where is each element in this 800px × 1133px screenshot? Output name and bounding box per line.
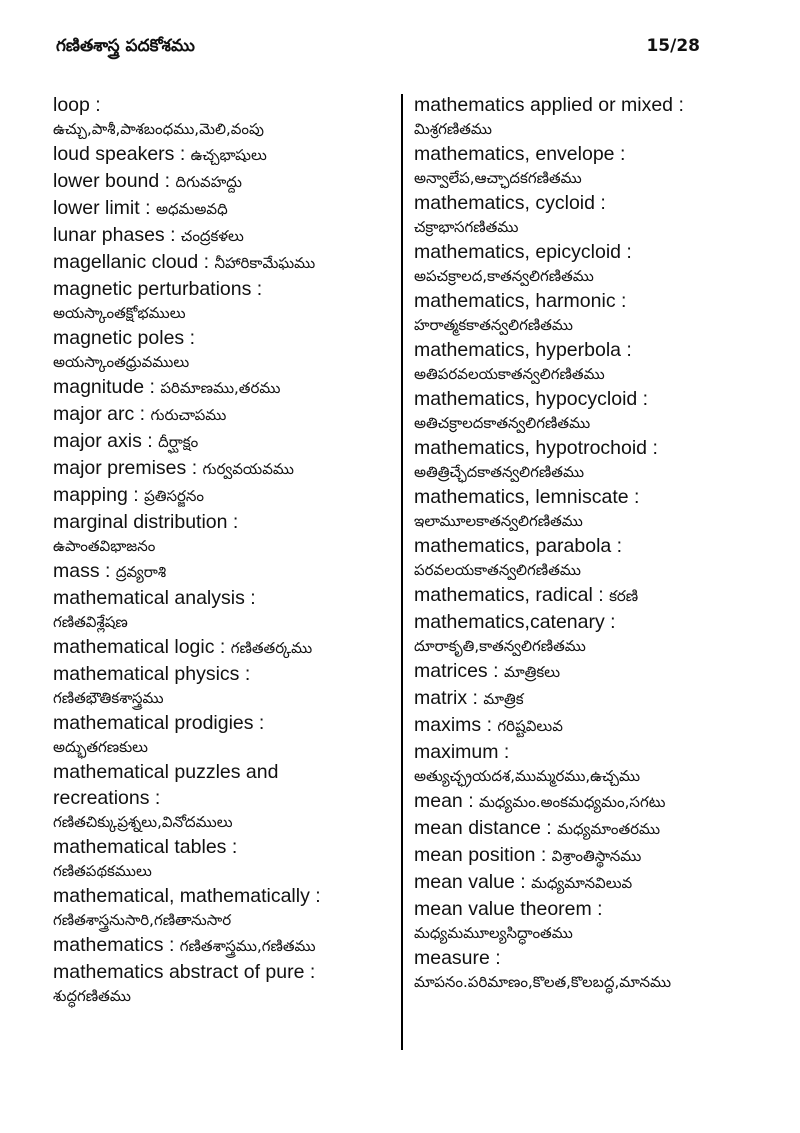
telugu-term: అపచక్రాలద,కాతన్వలిగణితము (414, 267, 594, 285)
english-term: loud speakers : (53, 143, 191, 165)
glossary-entry (53, 509, 393, 558)
telugu-term: అతిచక్రాలదకాతన్వలిగణితము (414, 414, 591, 432)
english-term: mathematics,catenary : (414, 611, 616, 633)
glossary-entry (53, 325, 393, 374)
glossary-entry (414, 190, 766, 239)
left-column (53, 92, 393, 1008)
english-term: lower limit : (53, 197, 156, 219)
english-term: magnetic poles : (53, 327, 195, 349)
english-term: lower bound : (53, 170, 176, 192)
english-term: mathematical physics : (53, 663, 251, 685)
glossary-entry (414, 386, 766, 435)
page-header (56, 36, 700, 62)
glossary-entry (414, 842, 766, 869)
glossary-entry (53, 92, 393, 141)
entry-line (414, 484, 766, 510)
telugu-term: ఉచ్చభాషులు (190, 146, 267, 164)
glossary-entry (414, 685, 766, 712)
english-term: mean value theorem : (414, 898, 603, 920)
entry-line (53, 92, 393, 118)
glossary-entry (414, 609, 766, 658)
telugu-term: మధ్యమానవిలువ (531, 874, 633, 892)
telugu-term: అతిపరవలయకాతన్వలిగణితము (414, 365, 605, 383)
english-term: magellanic cloud : (53, 251, 215, 273)
entry-line (414, 141, 766, 167)
glossary-entry (414, 533, 766, 582)
english-term: mathematics, harmonic : (414, 290, 627, 312)
glossary-entry (53, 883, 393, 932)
english-term: mathematics applied or mixed : (414, 94, 684, 116)
entry-line (414, 788, 766, 815)
english-term: recreations : (53, 787, 161, 809)
entry-line (414, 609, 766, 635)
glossary-entry (414, 435, 766, 484)
english-term: loop : (53, 94, 101, 116)
entry-line (53, 759, 393, 785)
telugu-term: మిశ్రగణితము (414, 120, 492, 138)
page-number: 15/28 (646, 36, 700, 56)
telugu-term: గణితవిశ్లేషణ (53, 613, 128, 631)
entry-line (53, 959, 393, 985)
telugu-term: గణితతర్కము (230, 639, 313, 657)
entry-line (53, 558, 393, 585)
telugu-term: ఇలామూలకాతన్వలిగణితము (414, 512, 583, 530)
entry-line (53, 276, 393, 302)
english-term: mathematics, lemniscate : (414, 486, 640, 508)
entry-line (53, 634, 393, 661)
glossary-entry (53, 834, 393, 883)
english-term: mathematics, hyperbola : (414, 339, 632, 361)
english-term: mathematics, envelope : (414, 143, 626, 165)
entry-line (53, 249, 393, 276)
telugu-term: గణితశాస్త్రము,గణితము (179, 937, 316, 955)
document-title: గణితశాస్త్ర పదకోశము (56, 36, 195, 56)
english-term: matrices : (414, 660, 504, 682)
entry-line (414, 842, 766, 869)
telugu-term: గణితభౌతికశాస్త్రము (53, 689, 164, 707)
english-term: mathematics : (53, 934, 180, 956)
english-term: mathematical tables : (53, 836, 238, 858)
entry-line (414, 190, 766, 216)
entry-line (53, 374, 393, 401)
english-term: mathematics, cycloid : (414, 192, 606, 214)
telugu-term: మాత్రిక (483, 690, 524, 708)
telugu-term: పరిమాణము,తరము (160, 379, 281, 397)
telugu-term: చక్రాభాసగణితము (414, 218, 519, 236)
glossary-entry (414, 337, 766, 386)
entry-line (414, 386, 766, 412)
right-column (414, 92, 766, 994)
english-term: mathematical puzzles and (53, 761, 279, 783)
entry-line (53, 482, 393, 509)
telugu-term: పరవలయకాతన్వలిగణితము (414, 561, 581, 579)
glossary-entry (53, 482, 393, 509)
glossary-entry (414, 945, 766, 994)
entry-line (414, 869, 766, 896)
glossary-entry (414, 815, 766, 842)
glossary-entry (53, 759, 393, 834)
glossary-entry (53, 585, 393, 634)
glossary-entry (53, 222, 393, 249)
telugu-term: అయస్కాంతక్షోభములు (53, 304, 186, 322)
english-term: mean distance : (414, 817, 558, 839)
telugu-term: ఉచ్చు,పాశీ,పాశబంధము,మెలి,వంపు (53, 120, 264, 138)
telugu-term: గణితచిక్కుప్రశ్నలు,వినోదములు (53, 813, 233, 831)
english-term: mathematical prodigies : (53, 712, 265, 734)
english-term: mathematics, epicycloid : (414, 241, 632, 263)
entry-line (414, 815, 766, 842)
glossary-entry (414, 239, 766, 288)
glossary-entry (53, 168, 393, 195)
english-term: magnitude : (53, 376, 161, 398)
english-term: magnetic perturbations : (53, 278, 263, 300)
glossary-entry (414, 288, 766, 337)
english-term: major axis : (53, 430, 159, 452)
english-term: mathematics abstract of pure : (53, 961, 316, 983)
telugu-term: ప్రతిసర్జనం (144, 487, 205, 505)
glossary-entry (414, 712, 766, 739)
telugu-term: గురుచాపము (150, 406, 227, 424)
column-divider (401, 94, 403, 1050)
entry-line (53, 932, 393, 959)
telugu-term: ఉపాంతవిభాజనం (53, 537, 156, 555)
english-term: mean : (414, 790, 480, 812)
glossary-entry (414, 582, 766, 609)
english-term: major premises : (53, 457, 203, 479)
telugu-term: నీహారికామేఘము (214, 254, 316, 272)
glossary-entry (53, 428, 393, 455)
english-term: matrix : (414, 687, 484, 709)
glossary-entry (53, 249, 393, 276)
glossary-entry (414, 92, 766, 141)
telugu-term: మధ్యమాంతరము (557, 820, 661, 838)
entry-line (414, 435, 766, 461)
english-term: mathematics, parabola : (414, 535, 623, 557)
telugu-term: ద్రవ్యరాశి (115, 563, 167, 581)
telugu-term: అద్భుతగణకులు (53, 738, 148, 756)
glossary-entry (53, 634, 393, 661)
telugu-term: దీర్ఘాక్షం (158, 433, 199, 451)
glossary-entry (414, 141, 766, 190)
english-term: mean value : (414, 871, 532, 893)
entry-line (414, 945, 766, 971)
entry-line (414, 337, 766, 363)
english-term: mathematics, radical : (414, 584, 610, 606)
telugu-term: అత్యుచ్ఛ్రయదశ,ముమ్మరము,ఉచ్చము (414, 767, 641, 785)
entry-line (53, 455, 393, 482)
telugu-term: అయస్కాంతధ్రువములు (53, 353, 190, 371)
glossary-entry (53, 710, 393, 759)
glossary-entry (53, 959, 393, 1008)
telugu-term: మాపనం.పరిమాణం,కొలత,కొలబద్ధ,మానము (414, 973, 672, 991)
english-term: major arc : (53, 403, 151, 425)
english-term: mathematical, mathematically : (53, 885, 321, 907)
telugu-term: హరాత్మకకాతన్వలిగణితము (414, 316, 573, 334)
entry-line (414, 739, 766, 765)
glossary-entry (414, 869, 766, 896)
telugu-term: గణితపథకములు (53, 862, 152, 880)
entry-line (53, 585, 393, 611)
entry-line (414, 896, 766, 922)
english-term: mathematical analysis : (53, 587, 256, 609)
entry-line (53, 883, 393, 909)
english-term: marginal distribution : (53, 511, 239, 533)
glossary-entry (53, 195, 393, 222)
entry-line (414, 239, 766, 265)
glossary-entry (53, 401, 393, 428)
english-term: mean position : (414, 844, 552, 866)
english-term: mathematics, hypotrochoid : (414, 437, 658, 459)
entry-line (53, 222, 393, 249)
telugu-term: గుర్వవయవము (202, 460, 294, 478)
entry-line (414, 582, 766, 609)
glossary-entry (414, 739, 766, 788)
telugu-term: కరణి (609, 587, 639, 605)
telugu-term: మధ్యమమూల్యసిద్ధాంతము (414, 924, 573, 942)
glossary-entry (414, 788, 766, 815)
telugu-term: అన్వాలేప,ఆచ్ఛాదకగణితము (414, 169, 582, 187)
telugu-term: అతిత్రిచ్ఛేదకాతన్వలిగణితము (414, 463, 585, 481)
entry-line (53, 661, 393, 687)
glossary-entry (53, 558, 393, 585)
entry-line (53, 834, 393, 860)
glossary-entry (414, 658, 766, 685)
glossary-entry (53, 932, 393, 959)
entry-line (414, 712, 766, 739)
telugu-term: విశ్రాంతిస్థానము (551, 847, 642, 865)
telugu-term: అధమఅవధి (155, 200, 228, 218)
entry-line (53, 401, 393, 428)
entry-line (53, 785, 393, 811)
glossary-entry (53, 374, 393, 401)
entry-line (414, 533, 766, 559)
entry-line (53, 428, 393, 455)
entry-line (414, 658, 766, 685)
entry-line (414, 685, 766, 712)
entry-line (53, 710, 393, 736)
english-term: lunar phases : (53, 224, 181, 246)
entry-line (53, 141, 393, 168)
telugu-term: గణితశాస్త్రనుసారి,గణితానుసార (53, 911, 232, 929)
glossary-entry (53, 661, 393, 710)
entry-line (53, 195, 393, 222)
telugu-term: దూరాకృతి,కాతన్వలిగణితము (414, 637, 586, 655)
glossary-entry (414, 484, 766, 533)
glossary-entry (53, 141, 393, 168)
english-term: maximum : (414, 741, 510, 763)
english-term: mass : (53, 560, 116, 582)
telugu-term: మధ్యమం.అంకమధ్యమం,సగటు (479, 793, 666, 811)
english-term: mathematics, hypocycloid : (414, 388, 649, 410)
entry-line (414, 288, 766, 314)
entry-line (53, 509, 393, 535)
telugu-term: చంద్రకళలు (180, 227, 244, 245)
glossary-entry (53, 276, 393, 325)
telugu-term: దిగువహద్దు (175, 173, 242, 191)
english-term: maxims : (414, 714, 498, 736)
entry-line (53, 325, 393, 351)
entry-line (53, 168, 393, 195)
glossary-entry (53, 455, 393, 482)
glossary-entry (414, 896, 766, 945)
english-term: mapping : (53, 484, 145, 506)
telugu-term: శుద్ధగణితము (53, 987, 131, 1005)
telugu-term: గరిష్టవిలువ (497, 717, 563, 735)
telugu-term: మాత్రికలు (503, 663, 561, 681)
english-term: mathematical logic : (53, 636, 231, 658)
entry-line (414, 92, 766, 118)
english-term: measure : (414, 947, 501, 969)
